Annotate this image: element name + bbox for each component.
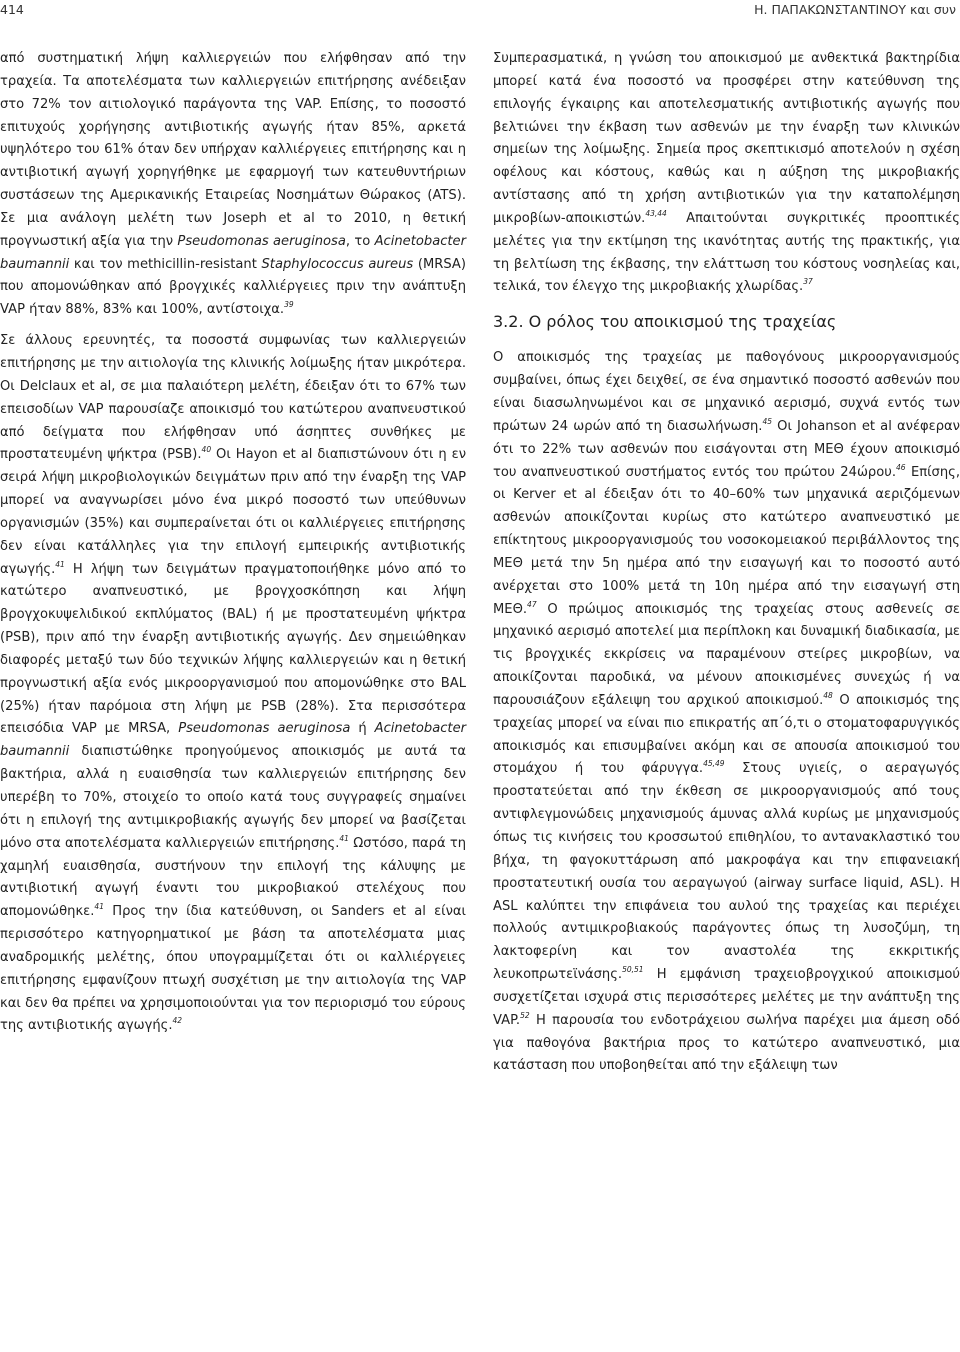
citation-superscript: 42 (172, 1016, 183, 1026)
body-text: Προς την ίδια κατεύθυνση, οι Sanders et al είναι περισσότερο κατηγορηματικοί με βάση τα αποτελέσματα μιας αναδρομικής μελέτης, όπου υπογραμμίζεται ότι οι καλλιέργειες επιτήρησης εμφανίζουν πτωχή συσχέτιση με την αιτιολογία της VAP και δεν θα πρέπει να χρησιμοποιούνται για τον περιορισμό του εύρους της αντιβιοτικής αγωγής. (0, 904, 466, 1034)
body-text: Συμπερασματικά, η γνώση του αποικισμού με ανθεκτικά βακτηρίδια μπορεί κατά ένα ποσοστό να προσφέρει στην κατεύθυνση της επιλογής έγκαιρης και αποτελεσματικής αντιβιοτικής αγωγής που βελτιώνει την έκβαση των ασθενών με την έναρξη των κλινικών σημείων της λοίμωξης. Σημεία προς σκεπτικισμό αποτελούν η σχέση οφέλους και κόστους, καθώς και η αύξηση της μικροβιακής αντίστασης από τη χρήση αντιβιοτικών για την καταπολέμηση μικροβίων-αποικιστών. (493, 51, 960, 226)
body-text: Απαιτούνται συγκριτικές προοπτικές μελέτες για την εκτίμηση της ικανότητας αυτής της πρακτικής, για τη βελτίωση της έκβασης, την ελάττωση του κόστους νοσηλείας και, τελικά, τον έλεγχο της μικροβιακής χλωρίδας. (493, 210, 960, 295)
body-text: ή (350, 721, 375, 737)
running-head: Η. ΠΑΠΑΚΩΝΣΤΑΝΤΙΝΟΥ και συν (754, 2, 956, 17)
citation-superscript: 50,51 (622, 965, 644, 975)
body-text: Οι Johanson et al ανέφεραν ότι το 22% των ασθενών που εισάγονται στη ΜΕΘ έχουν αποικισμό του αναπνευστικού συστήματος εντός του πρώτου 24ώρου. (493, 418, 960, 480)
right-column (493, 48, 960, 1078)
body-text: Οι Hayon et al διαπιστώνουν ότι η εν σειρά λήψη μικροβιολογικών δειγμάτων πριν από την έναρξη της VAP μπορεί να αναγνωρίσει μόνο ένα μικρό ποσοστό των υπεύθυνων οργανισμών (35%) και συμπεραίνεται ότι οι καλλιέργειες επιτήρησης δεν είναι κατάλληλες για την επιλογή εμπειρικής αντιβιοτικής αγωγής. (0, 447, 467, 577)
section-heading: 3.2. Ο ρόλος του αποικισμού της τραχείας (493, 312, 837, 332)
paragraph (493, 48, 960, 299)
body-text: Η λήψη των δειγμάτων πραγματοποιήθηκε μόνο από το κατώτερο αναπνευστικό, με βρογχοσκόπηση και λήψη βρογχοκυψελιδικού εκπλύματος (BAL) ή με προστατευμένη ψήκτρα (PSB), πριν από την έναρξη αντιβιοτικής αγωγής. Δεν σημειώθηκαν διαφορές μεταξύ των δύο τεχνικών λήψης καλλιεργειών και η θετική προγνωστική αξία ενός μικροοργανισμού που απομονώθηκε στο BAL (25%) ήταν παρόμοια στη λήψη με PSB (28%). Στα περισσότερα επεισόδια VAP με MRSA, (0, 561, 466, 737)
body-text: και τον methicillin-resistant (69, 256, 262, 272)
citation-superscript: 37 (803, 277, 813, 287)
paragraph (0, 330, 466, 1038)
citation-superscript: 41 (55, 559, 65, 569)
italic-text: Pseudomonas aeruginosa (178, 721, 351, 737)
italic-text: Acinetobacter baumannii (0, 233, 466, 272)
body-text: από συστηματική λήψη καλλιεργειών που ελήφθησαν από την τραχεία. Τα αποτελέσματα των καλλιεργειών επιτήρησης ανέδειξαν στο 72% τον αιτιολογικό παράγοντα της VAP. Επίσης, το ποσοστό επιτυχούς χορήγησης αντιβιοτικής αγωγής ήταν 85%, αρκετά υψηλότερο του 61% όταν δεν υπήρχαν καλλιέργειες επιτήρησης και η αντιβιοτική αγωγή χορηγήθηκε με εφαρμογή των κατευθυντήριων συστάσεων της Αμερικανικής Εταιρείας Νοσημάτων Θώρακος (ATS). Σε μια ανάλογη μελέτη των Joseph et al το 2010, η θετική προγνωστική αξία για την (0, 51, 466, 249)
citation-superscript: 47 (527, 599, 537, 609)
body-text: Η παρουσία του ενδοτράχειου σωλήνα παρέχει μια άμεση οδό για παθογόνα βακτήρια προς το κατώτερο αναπνευστικό, μια κατάσταση που υποβοηθείται από την εξάλειψη των (493, 1012, 960, 1074)
body-text: διαπιστώθηκε προηγούμενος αποικισμός με αυτά τα βακτήρια, αλλά η ευαισθησία των καλλιεργειών επιτήρησης δεν υπερέβη το 70%, στοιχείο το οποίο κατά τους συγγραφείς σημαίνει ότι η επιλογή της αντιμικροβιακής αγωγής δεν μπορεί να βασίζεται μόνο στα αποτελέσματα καλλιεργειών επιτήρησης. (0, 744, 466, 851)
citation-superscript: 43,44 (645, 208, 667, 218)
left-column (0, 48, 466, 1038)
body-text: Ο αποικισμός της τραχείας μπορεί να είναι πιο επικρατής απ΄ό,τι ο στοματοφαρυγγικός αποικισμός και επισυμβαίνει ακόμη και σε απουσία αποικισμού του στομάχου ή του φάρυγγα. (493, 692, 960, 777)
italic-text: Staphylococcus aureus (261, 256, 414, 272)
page-header (0, 0, 960, 22)
body-text: Επίσης, οι Kerver et al έδειξαν ότι το 40–60% των μηχανικά αεριζόμενων ασθενών αποικίζονται κυρίως στο κατώτερο αναπνευστικό με επίκτητους μικροοργανισμούς του νοσοκομειακού περιβάλλοντος της ΜΕΘ μετά την 5η ημέρα από την εισαγωγή και το ποσοστό αυτό ανέρχεται στο 100% μετά τη 10η ημέρα από την εισαγωγή στη ΜΕΘ. (493, 464, 960, 617)
body-text: (MRSA) που απομονώθηκαν από βρογχικές καλλιέργειες πριν την ανάπτυξη VAP ήταν 88%, 83% και 100%, αντίστοιχα. (0, 256, 466, 318)
body-text: Ο αποικισμός της τραχείας με παθογόνους μικροοργανισμούς συμβαίνει, όπως έχει δειχθεί, σε ένα σημαντικό ποσοστό ασθενών που είναι διασωληνωμένοι και σε μηχανικό αερισμό, συχνά εντός των πρώτων 24 ωρών από τη διασωλήνωση. (493, 350, 960, 434)
citation-superscript: 45 (762, 416, 772, 426)
body-text: Σε άλλους ερευνητές, τα ποσοστά συμφωνίας των καλλιεργειών επιτήρησης με την αιτιολογία της κλινικής λοίμωξης ήταν μικρότερα. Οι Delclaux et al, σε μια παλαιότερη μελέτη, έδειξαν ότι το 67% των επεισοδίων VAP παρουσίαζε αποικισμό του κατώτερου αναπνευστικού από δείγματα που ελήφθησαν υπό άσηπτες συνθήκες με προστατευμένη ψήκτρα (PSB). (0, 333, 466, 463)
citation-superscript: 52 (520, 1010, 530, 1020)
citation-superscript: 41 (339, 833, 349, 843)
page-number: 414 (0, 2, 24, 17)
italic-text: Acinetobacter baumannii (0, 721, 467, 760)
body-text: Ωστόσο, παρά τη χαμηλή ευαισθησία, συστήνουν την επιλογή της κάλυψης με αντιβιοτική αγωγή έναντι του μικροβιακού στελέχους που απομονώθηκε. (0, 835, 467, 920)
citation-superscript: 45,49 (703, 759, 725, 769)
citation-superscript: 40 (201, 445, 212, 455)
paragraph (0, 48, 466, 322)
body-text: Ο πρώιμος αποικισμός της τραχείας στους ασθενείς σε μηχανικό αερισμό αποτελεί μια περίπλοκη και δυναμική διαδικασία, με τις βρογχικές εκκρίσεις να παραμένουν στείρες μικροβίων, να αποικίζονται παροδικά, να μένουν αποικισμένες συνεχώς ή να παρουσιάζουν εξάλειψη του αρχικού αποικισμού. (493, 601, 960, 708)
body-text: , το (345, 233, 375, 249)
citation-superscript: 46 (895, 462, 906, 472)
paragraph (493, 347, 960, 1078)
citation-superscript: 39 (284, 300, 294, 310)
body-text: Η εμφάνιση τραχειοβρογχικού αποικισμού συσχετίζεται ισχυρά στις περισσότερες μελέτες με την ανάπτυξη της VAP. (493, 967, 960, 1028)
citation-superscript: 41 (94, 902, 104, 912)
citation-superscript: 48 (823, 690, 833, 700)
italic-text: Pseudomonas aeruginosa (177, 233, 346, 249)
body-text: Στους υγιείς, ο αεραγωγός προστατεύεται από την έκθεση σε μικροοργανισμούς από τους αντιφλεγμονώδεις μηχανισμούς άμυνας αλλά κυρίως με μηχανισμούς όπως τις κινήσεις του κροσσωτού επιθηλίου, το αντανακλαστικό του βήχα, τη φαγοκυττάρωση από μακροφάγα και την επιφανειακή προστατευτική ουσία του αεραγωγού (airway surface liquid, ASL). Η ASL καλύπτει την επιφάνεια του αυλού της τραχείας και περιέχει πολλούς αντιμικροβιακούς παράγοντες όπως τη λυσοζύμη, τη λακτοφερίνη και τον αναστολέα της εκκριτικής λευκοπρωτεϊνάσης. (493, 761, 960, 983)
